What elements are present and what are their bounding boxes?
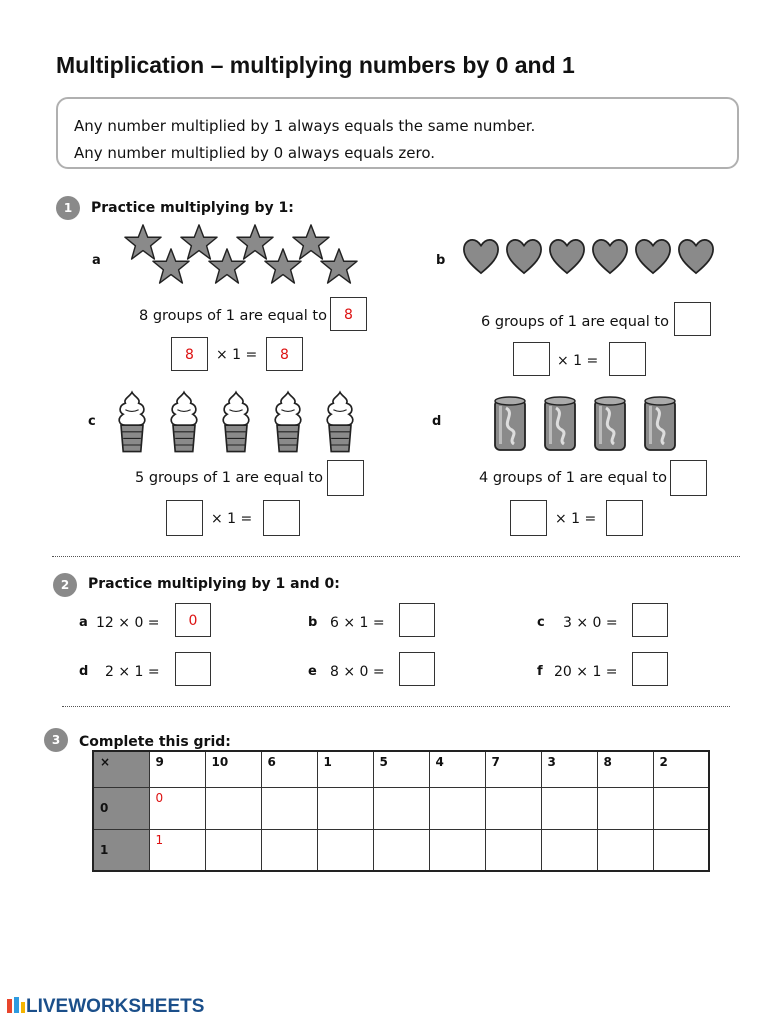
q1d-letter: d xyxy=(432,414,442,429)
q2c-letter: c xyxy=(537,615,545,630)
q2c-expression: 3 × 0 = xyxy=(563,615,618,631)
grid-answer-cell[interactable] xyxy=(653,829,709,871)
q2d-expression: 2 × 1 = xyxy=(105,664,160,680)
grid-column-header: 5 xyxy=(373,751,429,787)
soda-can-icon xyxy=(542,394,578,454)
q1d-sentence: 4 groups of 1 are equal to xyxy=(479,470,667,486)
q2f-expression: 20 × 1 = xyxy=(554,664,618,680)
q1a-sentence: 8 groups of 1 are equal to xyxy=(139,308,327,324)
grid-column-header: 7 xyxy=(485,751,541,787)
heart-icon xyxy=(591,237,629,277)
grid-answer-cell[interactable] xyxy=(261,787,317,829)
grid-answer-cell[interactable] xyxy=(205,787,261,829)
rule-line-1: Any number multiplied by 1 always equals the same number. xyxy=(74,117,536,135)
rule-box xyxy=(56,97,739,169)
liveworksheets-logo[interactable] xyxy=(6,996,204,1018)
q1c-times: × 1 = xyxy=(211,511,253,527)
q1c-factor-box[interactable] xyxy=(166,500,203,536)
grid-row xyxy=(93,829,709,871)
q1a-times: × 1 = xyxy=(216,347,258,363)
grid-answer-cell[interactable]: 1 xyxy=(149,829,205,871)
q1a-stars xyxy=(124,223,364,285)
grid-answer-cell[interactable] xyxy=(485,829,541,871)
grid-column-header: 2 xyxy=(653,751,709,787)
q1c-letter: c xyxy=(88,414,96,429)
question-2-heading: Practice multiplying by 1 and 0: xyxy=(88,576,340,592)
q1c-ice-creams xyxy=(114,390,364,456)
star-icon xyxy=(320,247,358,285)
grid-column-header: 3 xyxy=(541,751,597,787)
q2a-letter: a xyxy=(79,615,88,630)
grid-answer-cell[interactable] xyxy=(597,829,653,871)
star-icon xyxy=(264,247,302,285)
q1d-factor-box[interactable] xyxy=(510,500,547,536)
grid-answer-cell[interactable] xyxy=(541,829,597,871)
grid-answer-cell[interactable] xyxy=(429,787,485,829)
q1b-result-box[interactable] xyxy=(609,342,646,376)
page-title: Multiplication – multiplying numbers by 0 and 1 xyxy=(56,52,575,78)
grid-answer-cell[interactable] xyxy=(205,829,261,871)
q1b-answer-box[interactable] xyxy=(674,302,711,336)
q1b-hearts xyxy=(462,237,718,279)
heart-icon xyxy=(462,237,500,277)
q1a-result-box[interactable]: 8 xyxy=(266,337,303,371)
grid-answer-cell[interactable] xyxy=(373,787,429,829)
q1a-factor-box[interactable]: 8 xyxy=(171,337,208,371)
grid-column-header: 10 xyxy=(205,751,261,787)
q2c-answer-box[interactable] xyxy=(632,603,668,637)
q1d-result-box[interactable] xyxy=(606,500,643,536)
q2e-answer-box[interactable] xyxy=(399,652,435,686)
q1d-times: × 1 = xyxy=(555,511,597,527)
q2e-letter: e xyxy=(308,664,317,679)
q1b-letter: b xyxy=(436,253,446,268)
rule-line-2: Any number multiplied by 0 always equals zero. xyxy=(74,144,436,162)
grid-answer-cell[interactable] xyxy=(597,787,653,829)
question-3-heading: Complete this grid: xyxy=(79,734,231,750)
q2e-expression: 8 × 0 = xyxy=(330,664,385,680)
heart-icon xyxy=(548,237,586,277)
grid-answer-cell[interactable] xyxy=(373,829,429,871)
grid-answer-cell[interactable] xyxy=(261,829,317,871)
question-2-badge: 2 xyxy=(53,573,77,597)
q1b-sentence: 6 groups of 1 are equal to xyxy=(481,314,669,330)
grid-column-header: 4 xyxy=(429,751,485,787)
grid-answer-cell[interactable] xyxy=(485,787,541,829)
grid-answer-cell[interactable]: 0 xyxy=(149,787,205,829)
ice-cream-icon xyxy=(218,390,254,456)
grid-corner: × xyxy=(93,751,149,787)
q1b-factor-box[interactable] xyxy=(513,342,550,376)
ice-cream-icon xyxy=(114,390,150,456)
question-1-badge: 1 xyxy=(56,196,80,220)
q1a-letter: a xyxy=(92,253,101,268)
logo-mark-icon xyxy=(6,996,26,1014)
grid-answer-cell[interactable] xyxy=(317,829,373,871)
grid-column-header: 9 xyxy=(149,751,205,787)
soda-can-icon xyxy=(492,394,528,454)
logo-text: LIVEWORKSHEETS xyxy=(26,996,205,1017)
q1c-answer-box[interactable] xyxy=(327,460,364,496)
multiplication-grid xyxy=(92,750,710,872)
ice-cream-icon xyxy=(322,390,358,456)
q2b-answer-box[interactable] xyxy=(399,603,435,637)
grid-row-header: 0 xyxy=(93,787,149,829)
grid-answer-cell[interactable] xyxy=(541,787,597,829)
heart-icon xyxy=(677,237,715,277)
q2f-letter: f xyxy=(537,664,543,679)
star-icon xyxy=(152,247,190,285)
q2d-answer-box[interactable] xyxy=(175,652,211,686)
q2d-letter: d xyxy=(79,664,89,679)
section-divider xyxy=(62,706,730,707)
q2a-expression: 12 × 0 = xyxy=(96,615,160,631)
q1d-answer-box[interactable] xyxy=(670,460,707,496)
q2b-letter: b xyxy=(308,615,318,630)
grid-answer-cell[interactable] xyxy=(653,787,709,829)
soda-can-icon xyxy=(642,394,678,454)
heart-icon xyxy=(634,237,672,277)
q1b-times: × 1 = xyxy=(557,353,599,369)
q2b-expression: 6 × 1 = xyxy=(330,615,385,631)
grid-column-header: 8 xyxy=(597,751,653,787)
section-divider xyxy=(52,556,740,557)
ice-cream-icon xyxy=(166,390,202,456)
grid-answer-cell[interactable] xyxy=(429,829,485,871)
grid-column-header: 1 xyxy=(317,751,373,787)
q1c-result-box[interactable] xyxy=(263,500,300,536)
q1c-sentence: 5 groups of 1 are equal to xyxy=(135,470,323,486)
grid-column-header: 6 xyxy=(261,751,317,787)
ice-cream-icon xyxy=(270,390,306,456)
q2f-answer-box[interactable] xyxy=(632,652,668,686)
grid-header-row xyxy=(93,751,709,787)
question-3-badge: 3 xyxy=(44,728,68,752)
q1d-cans xyxy=(492,394,688,456)
grid-row-header: 1 xyxy=(93,829,149,871)
heart-icon xyxy=(505,237,543,277)
soda-can-icon xyxy=(592,394,628,454)
grid-row xyxy=(93,787,709,829)
star-icon xyxy=(208,247,246,285)
grid-answer-cell[interactable] xyxy=(317,787,373,829)
q1a-answer-box[interactable]: 8 xyxy=(330,297,367,331)
question-1-heading: Practice multiplying by 1: xyxy=(91,200,294,216)
q2a-answer-box[interactable]: 0 xyxy=(175,603,211,637)
